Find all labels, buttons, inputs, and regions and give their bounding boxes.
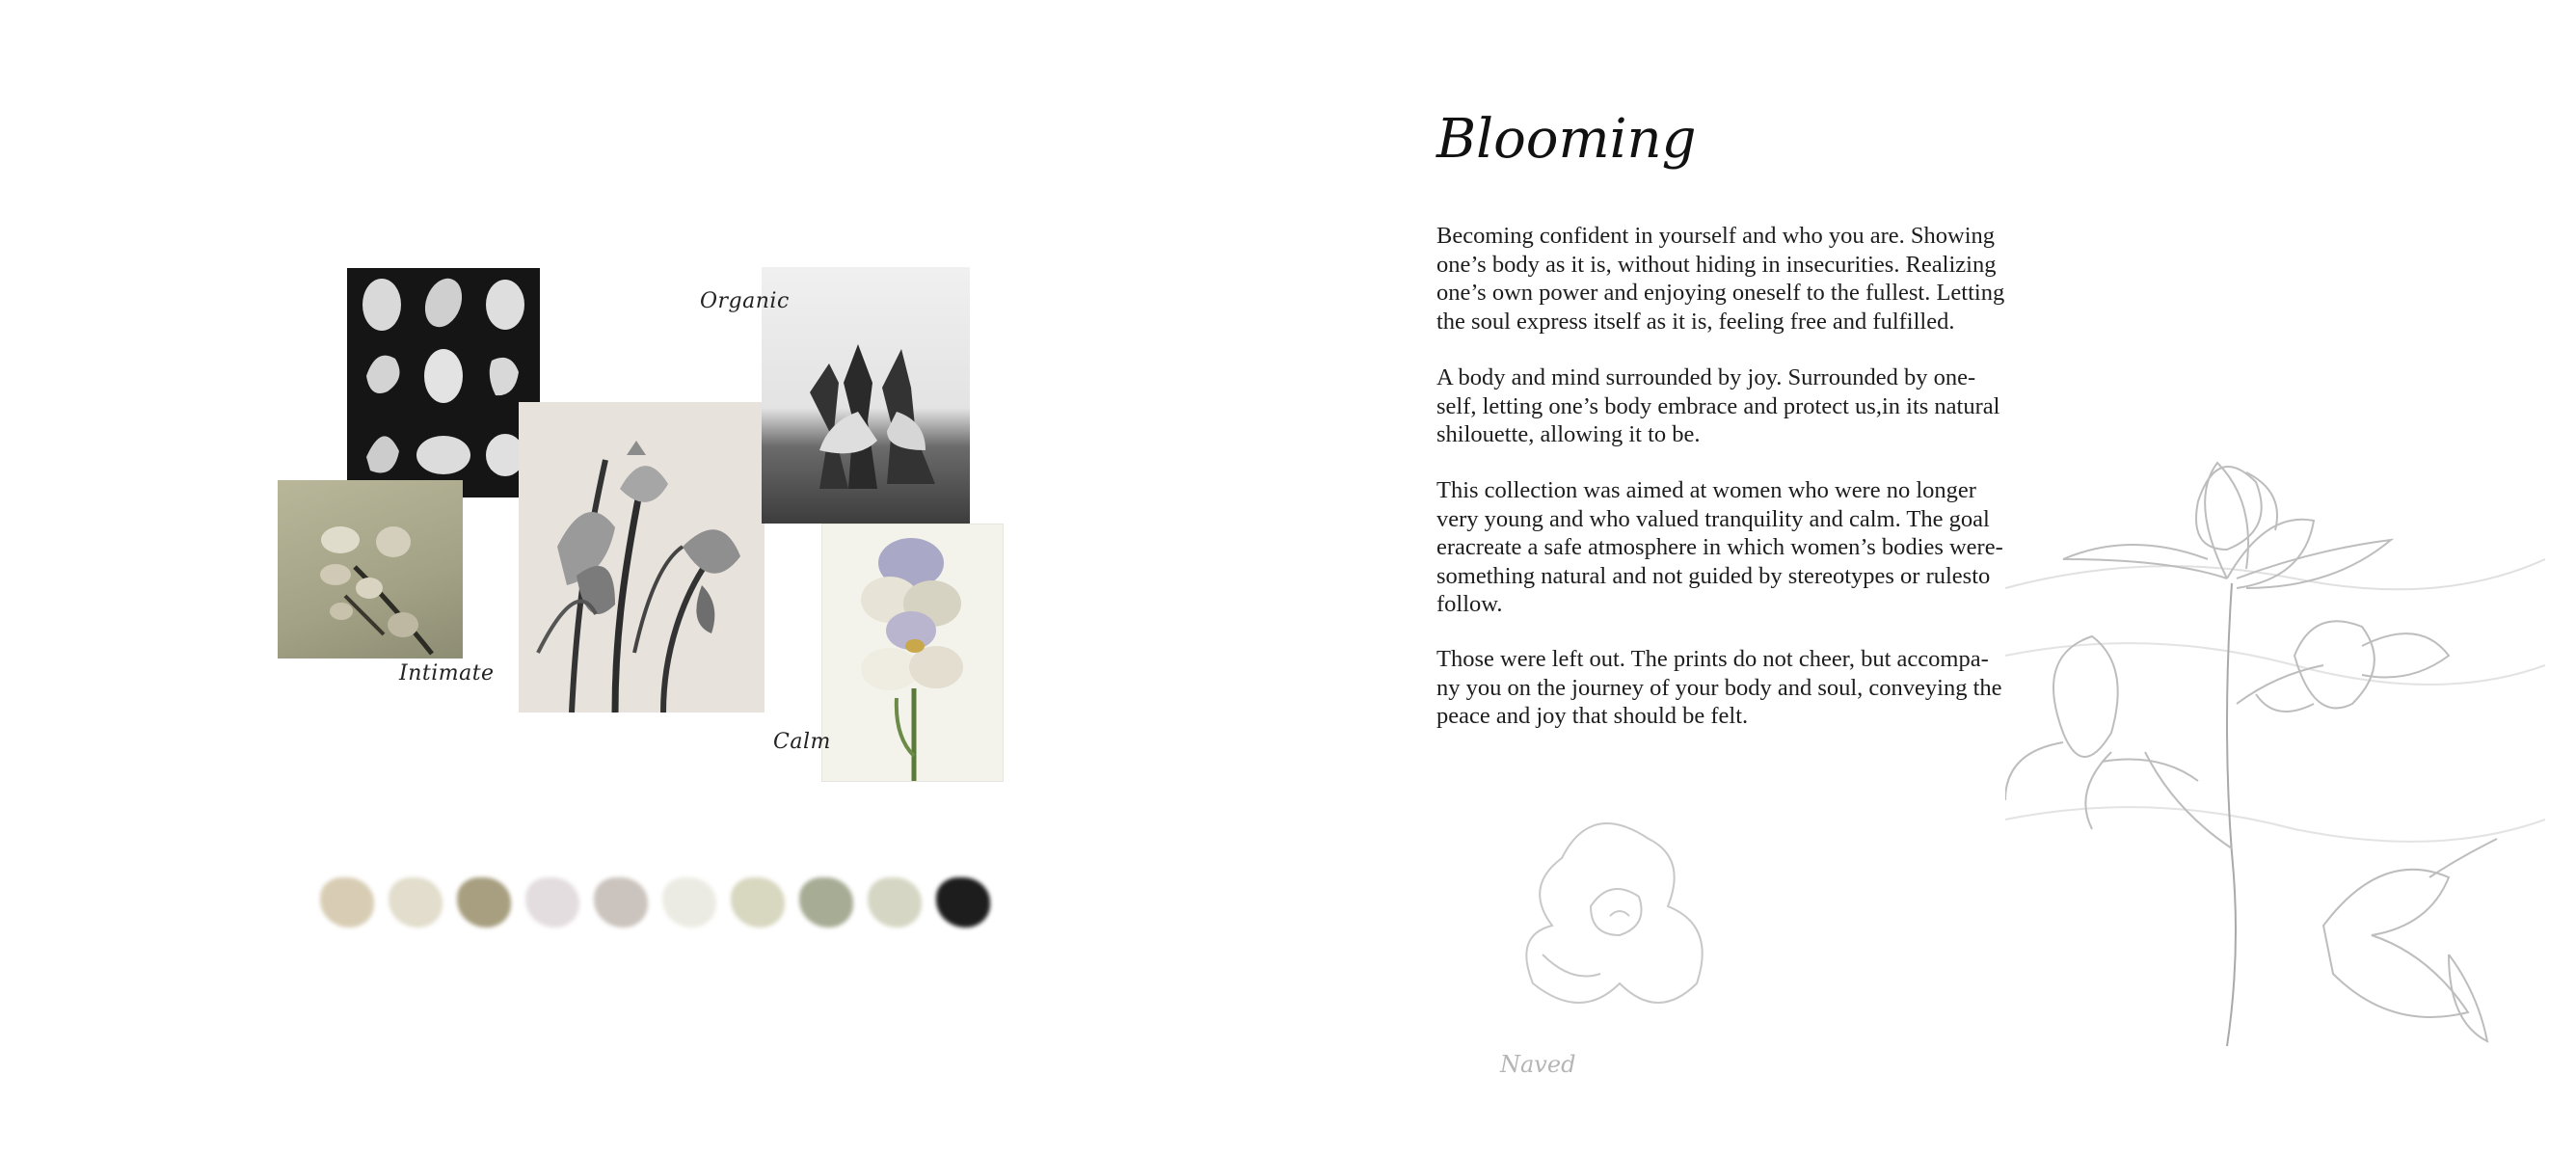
photo-iris <box>821 524 1004 782</box>
caption-calm: Calm <box>773 730 831 754</box>
color-swatch <box>525 877 579 927</box>
color-swatch <box>457 877 511 927</box>
color-swatch <box>868 877 922 927</box>
paragraph-4: Those were left out. The prints do not cheer, but accompa-ny you on the journey of your body and soul, conveying the peace and joy that should be felt. <box>1436 646 2002 729</box>
color-swatch <box>731 877 785 927</box>
page-title: Blooming <box>1436 108 1697 171</box>
paragraph-1: Becoming confident in yourself and who you are. Showing one’s body as it is, without hiding in insecurities. Realizing one’s own power and enjoying oneself to the fullest. Letting the soul express itself as it is, feeling free and fulfilled. <box>1436 223 2005 335</box>
color-swatch <box>662 877 716 927</box>
color-swatch <box>389 877 443 927</box>
caption-intimate: Intimate <box>399 661 495 686</box>
photo-flower-buds <box>278 480 463 659</box>
color-swatch <box>936 877 990 927</box>
sketch-large-flower <box>2005 415 2545 1051</box>
photo-sculpture-grid <box>347 268 540 497</box>
photo-dancers <box>762 267 970 524</box>
artist-signature: Naved <box>1500 1051 1576 1078</box>
color-swatch <box>594 877 648 927</box>
paragraph-3: This collection was aimed at women who were no longer very young and who valued tranquility and calm. The goal eracreate a safe atmosphere in which women’s bodies were-something natural and not guided by stereotypes or rulesto follow. <box>1436 477 2003 617</box>
caption-organic: Organic <box>700 289 790 313</box>
photo-daffodil-drawing <box>519 402 765 712</box>
color-swatch <box>320 877 374 927</box>
sketch-small-flower <box>1504 800 1745 1032</box>
paragraph-2: A body and mind surrounded by joy. Surrounded by one-self, letting one’s body embrace and protect us,in its natural shilouette, allowing it to be. <box>1436 364 2000 447</box>
color-swatch <box>799 877 853 927</box>
